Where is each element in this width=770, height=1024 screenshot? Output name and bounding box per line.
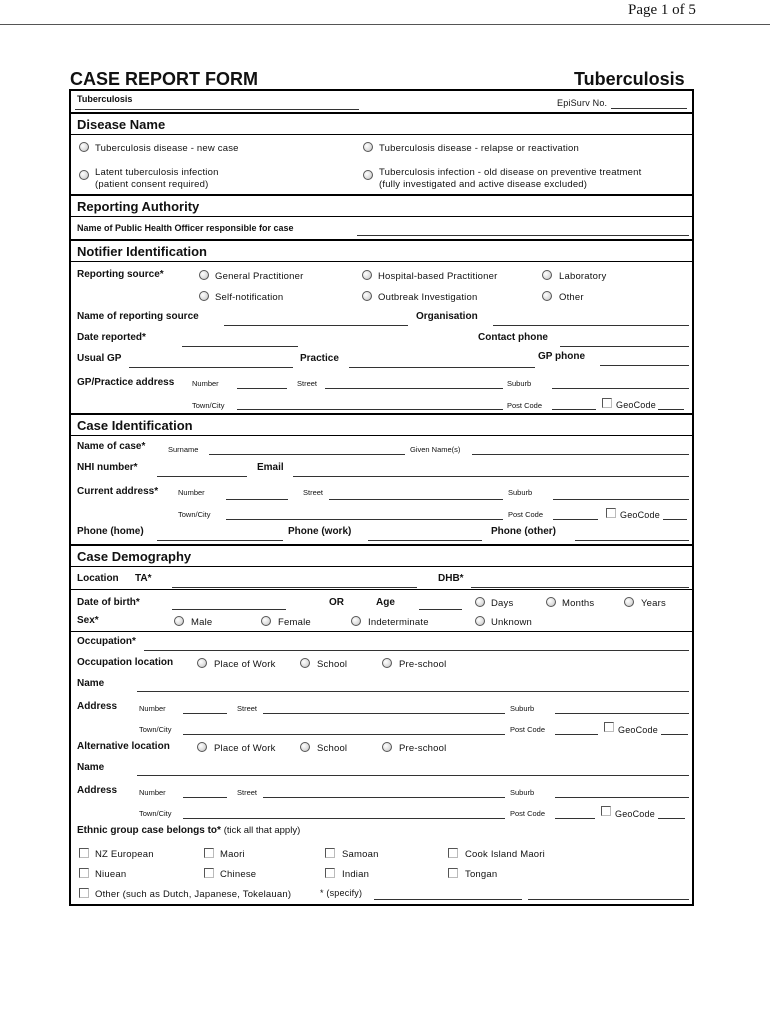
practice-field[interactable] bbox=[349, 367, 535, 368]
latent-tb-label-1: Latent tuberculosis infection bbox=[95, 167, 219, 178]
disease-title: Tuberculosis bbox=[574, 69, 685, 89]
specify-field-1[interactable] bbox=[374, 899, 522, 900]
usual-gp-field[interactable] bbox=[129, 367, 293, 368]
alt-place-of-work-label: Place of Work bbox=[214, 743, 276, 754]
occ-suburb-label: Suburb bbox=[510, 704, 535, 713]
alt-name-label: Name bbox=[77, 762, 105, 773]
other-ethnic-checkbox[interactable] bbox=[79, 888, 89, 898]
occ-pre-school-radio[interactable] bbox=[382, 658, 392, 668]
alt-address-label: Address bbox=[77, 785, 118, 796]
occ-place-of-work-radio[interactable] bbox=[197, 658, 207, 668]
dob-label: Date of birth* bbox=[77, 597, 140, 608]
case-postcode-field[interactable] bbox=[553, 519, 598, 520]
female-radio[interactable] bbox=[261, 616, 271, 626]
case-suburb-field[interactable] bbox=[553, 499, 689, 500]
specify-label: * (specify) bbox=[320, 888, 363, 898]
tb-new-case-label: Tuberculosis disease - new case bbox=[95, 143, 239, 154]
self-notification-label: Self-notification bbox=[215, 292, 284, 303]
age-field[interactable] bbox=[419, 609, 462, 610]
disease-field-line[interactable] bbox=[75, 109, 359, 110]
usual-gp-label: Usual GP bbox=[77, 353, 122, 364]
divider bbox=[71, 261, 692, 262]
cook-island-maori-label: Cook Island Maori bbox=[465, 849, 545, 860]
occupation-label: Occupation* bbox=[77, 636, 136, 647]
case-number-label: Number bbox=[178, 488, 205, 497]
occ-postcode-field[interactable] bbox=[555, 734, 598, 735]
phone-work-label: Phone (work) bbox=[288, 526, 352, 537]
alt-town-label: Town/City bbox=[139, 809, 172, 818]
occ-place-of-work-label: Place of Work bbox=[214, 659, 276, 670]
case-geocode-field[interactable] bbox=[663, 519, 687, 520]
occ-town-field[interactable] bbox=[183, 734, 505, 735]
ethnic-group-label bbox=[77, 825, 300, 836]
months-label: Months bbox=[562, 598, 595, 609]
cook-island-maori-checkbox[interactable] bbox=[448, 848, 458, 858]
samoan-label: Samoan bbox=[342, 849, 379, 860]
gp-suburb-field[interactable] bbox=[552, 388, 689, 389]
ethnic-group-label-text: Ethnic group case belongs to* bbox=[77, 825, 221, 836]
hospital-label: Hospital-based Practitioner bbox=[378, 271, 498, 282]
alt-street-field[interactable] bbox=[263, 797, 505, 798]
ta-field[interactable] bbox=[172, 587, 417, 588]
occ-street-label: Street bbox=[237, 704, 258, 713]
dhb-label: DHB* bbox=[438, 573, 464, 584]
niuean-label: Niuean bbox=[95, 869, 127, 880]
alt-postcode-field[interactable] bbox=[555, 818, 595, 819]
case-street-field[interactable] bbox=[329, 499, 503, 500]
alt-pre-school-label: Pre-school bbox=[399, 743, 447, 754]
divider bbox=[71, 413, 692, 415]
laboratory-label: Laboratory bbox=[559, 271, 607, 282]
divider bbox=[71, 134, 692, 135]
top-rule bbox=[0, 24, 770, 25]
samoan-checkbox[interactable] bbox=[325, 848, 335, 858]
unknown-radio[interactable] bbox=[475, 616, 485, 626]
dhb-field[interactable] bbox=[471, 587, 689, 588]
alt-number-field[interactable] bbox=[183, 797, 227, 798]
practice-label: Practice bbox=[300, 353, 339, 364]
case-town-label: Town/City bbox=[178, 510, 211, 519]
occ-geocode-checkbox[interactable] bbox=[604, 722, 614, 732]
days-label: Days bbox=[491, 598, 514, 609]
male-radio[interactable] bbox=[174, 616, 184, 626]
chinese-checkbox[interactable] bbox=[204, 868, 214, 878]
gp-geocode-field[interactable] bbox=[658, 409, 684, 410]
indeterminate-radio[interactable] bbox=[351, 616, 361, 626]
page-number: Page 1 of 5 bbox=[628, 2, 696, 18]
gp-town-field[interactable] bbox=[237, 409, 503, 410]
gp-radio[interactable] bbox=[199, 270, 209, 280]
case-geocode-checkbox[interactable] bbox=[606, 508, 616, 518]
occ-name-label: Name bbox=[77, 678, 105, 689]
tb-relapse-radio[interactable] bbox=[363, 142, 373, 152]
chinese-label: Chinese bbox=[220, 869, 257, 880]
gp-postcode-field[interactable] bbox=[552, 409, 596, 410]
tb-new-case-radio[interactable] bbox=[79, 142, 89, 152]
given-names-label: Given Name(s) bbox=[410, 445, 461, 454]
occ-number-label: Number bbox=[139, 704, 166, 713]
officer-label: Name of Public Health Officer responsible for case bbox=[77, 223, 294, 233]
reporting-source-name-field[interactable] bbox=[224, 325, 408, 326]
surname-label: Surname bbox=[168, 445, 199, 454]
alt-street-label: Street bbox=[237, 788, 258, 797]
organisation-field[interactable] bbox=[493, 325, 689, 326]
alt-pre-school-radio[interactable] bbox=[382, 742, 392, 752]
unknown-label: Unknown bbox=[491, 617, 533, 628]
days-radio[interactable] bbox=[475, 597, 485, 607]
indian-checkbox[interactable] bbox=[325, 868, 335, 878]
case-street-label: Street bbox=[303, 488, 324, 497]
other-source-radio[interactable] bbox=[542, 291, 552, 301]
divider bbox=[71, 216, 692, 217]
location-label: Location bbox=[77, 573, 119, 584]
gp-phone-field[interactable] bbox=[600, 365, 689, 366]
sex-label: Sex* bbox=[77, 615, 99, 626]
ta-label: TA* bbox=[135, 573, 152, 584]
alt-name-field[interactable] bbox=[137, 775, 689, 776]
contact-phone-field[interactable] bbox=[560, 346, 689, 347]
male-label: Male bbox=[191, 617, 213, 628]
gp-street-field[interactable] bbox=[325, 388, 503, 389]
alt-geocode-field[interactable] bbox=[658, 818, 685, 819]
tb-relapse-label: Tuberculosis disease - relapse or reactivation bbox=[379, 143, 579, 154]
gp-number-field[interactable] bbox=[237, 388, 287, 389]
case-geocode-label: GeoCode bbox=[620, 510, 660, 520]
case-postcode-label: Post Code bbox=[508, 510, 544, 519]
indeterminate-label: Indeterminate bbox=[368, 617, 429, 628]
gp-phone-label: GP phone bbox=[538, 351, 586, 362]
notifier-heading: Notifier Identification bbox=[77, 244, 207, 259]
divider bbox=[71, 544, 692, 546]
years-radio[interactable] bbox=[624, 597, 634, 607]
surname-field[interactable] bbox=[209, 454, 405, 455]
divider bbox=[71, 631, 692, 632]
other-source-label: Other bbox=[559, 292, 584, 303]
ethnic-group-note: (tick all that apply) bbox=[223, 825, 301, 836]
phone-home-field[interactable] bbox=[157, 540, 283, 541]
case-report-form bbox=[69, 89, 694, 906]
latent-tb-radio[interactable] bbox=[79, 170, 89, 180]
gp-geocode-checkbox[interactable] bbox=[602, 398, 612, 408]
occ-street-field[interactable] bbox=[263, 713, 505, 714]
episurv-field[interactable] bbox=[611, 108, 687, 109]
outbreak-label: Outbreak Investigation bbox=[378, 292, 478, 303]
contact-phone-label: Contact phone bbox=[478, 332, 548, 343]
maori-checkbox[interactable] bbox=[204, 848, 214, 858]
alt-town-field[interactable] bbox=[183, 818, 505, 819]
or-label: OR bbox=[329, 597, 344, 608]
alt-suburb-field[interactable] bbox=[555, 797, 689, 798]
gp-label: General Practitioner bbox=[215, 271, 304, 282]
gp-town-label: Town/City bbox=[192, 401, 225, 410]
nhi-field[interactable] bbox=[157, 476, 247, 477]
other-ethnic-label: Other (such as Dutch, Japanese, Tokelauan) bbox=[95, 889, 292, 900]
occ-geocode-field[interactable] bbox=[661, 734, 688, 735]
alt-geocode-checkbox[interactable] bbox=[601, 806, 611, 816]
months-radio[interactable] bbox=[546, 597, 556, 607]
case-town-field[interactable] bbox=[226, 519, 503, 520]
occ-address-label: Address bbox=[77, 701, 118, 712]
occ-number-field[interactable] bbox=[183, 713, 227, 714]
alt-geocode-label: GeoCode bbox=[615, 809, 655, 819]
reporting-source-label: Reporting source* bbox=[77, 269, 164, 280]
reporting-source-name-label: Name of reporting source bbox=[77, 311, 199, 322]
occupation-field[interactable] bbox=[144, 650, 689, 651]
case-identification-heading: Case Identification bbox=[77, 418, 193, 433]
self-notification-radio[interactable] bbox=[199, 291, 209, 301]
alt-suburb-label: Suburb bbox=[510, 788, 535, 797]
dob-field[interactable] bbox=[172, 609, 286, 610]
phone-other-label: Phone (other) bbox=[491, 526, 556, 537]
occ-geocode-label: GeoCode bbox=[618, 725, 658, 735]
years-label: Years bbox=[641, 598, 666, 609]
given-names-field[interactable] bbox=[472, 454, 689, 455]
disease-field-label: Tuberculosis bbox=[77, 94, 133, 104]
niuean-checkbox[interactable] bbox=[79, 868, 89, 878]
occupation-location-label: Occupation location bbox=[77, 657, 174, 668]
alt-school-radio[interactable] bbox=[300, 742, 310, 752]
divider bbox=[71, 435, 692, 436]
phone-home-label: Phone (home) bbox=[77, 526, 144, 537]
occ-school-radio[interactable] bbox=[300, 658, 310, 668]
alt-number-label: Number bbox=[139, 788, 166, 797]
specify-field-2[interactable] bbox=[528, 899, 689, 900]
phone-work-field[interactable] bbox=[368, 540, 482, 541]
divider bbox=[71, 239, 692, 241]
indian-label: Indian bbox=[342, 869, 370, 880]
tongan-checkbox[interactable] bbox=[448, 868, 458, 878]
gp-street-label: Street bbox=[297, 379, 318, 388]
date-reported-label: Date reported* bbox=[77, 332, 146, 343]
nz-european-checkbox[interactable] bbox=[79, 848, 89, 858]
tongan-label: Tongan bbox=[465, 869, 498, 880]
gp-postcode-label: Post Code bbox=[507, 401, 543, 410]
gp-suburb-label: Suburb bbox=[507, 379, 532, 388]
tb-old-disease-label-2: (fully investigated and active disease excluded) bbox=[379, 179, 588, 190]
officer-field[interactable] bbox=[357, 235, 689, 236]
age-label: Age bbox=[376, 597, 395, 608]
date-reported-field[interactable] bbox=[182, 346, 298, 347]
email-label: Email bbox=[257, 462, 284, 473]
case-demography-heading: Case Demography bbox=[77, 549, 192, 564]
nz-european-label: NZ European bbox=[95, 849, 154, 860]
outbreak-radio[interactable] bbox=[362, 291, 372, 301]
disease-name-heading: Disease Name bbox=[77, 117, 166, 132]
alt-place-of-work-radio[interactable] bbox=[197, 742, 207, 752]
divider bbox=[71, 194, 692, 196]
laboratory-radio[interactable] bbox=[542, 270, 552, 280]
tb-old-disease-radio[interactable] bbox=[363, 170, 373, 180]
gp-address-label: GP/Practice address bbox=[77, 377, 175, 388]
occ-name-field[interactable] bbox=[137, 691, 689, 692]
latent-tb-label-2: (patient consent required) bbox=[95, 179, 209, 190]
form-title: CASE REPORT FORM bbox=[70, 69, 259, 89]
occ-town-label: Town/City bbox=[139, 725, 172, 734]
case-name-label: Name of case* bbox=[77, 441, 146, 452]
occ-suburb-field[interactable] bbox=[555, 713, 689, 714]
case-number-field[interactable] bbox=[226, 499, 288, 500]
phone-other-field[interactable] bbox=[575, 540, 689, 541]
divider bbox=[71, 589, 692, 590]
reporting-authority-heading: Reporting Authority bbox=[77, 199, 200, 214]
hospital-radio[interactable] bbox=[362, 270, 372, 280]
alt-postcode-label: Post Code bbox=[510, 809, 546, 818]
occ-postcode-label: Post Code bbox=[510, 725, 546, 734]
email-field[interactable] bbox=[293, 476, 689, 477]
gp-number-label: Number bbox=[192, 379, 219, 388]
case-suburb-label: Suburb bbox=[508, 488, 533, 497]
divider bbox=[71, 112, 692, 114]
alt-school-label: School bbox=[317, 743, 348, 754]
gp-geocode-label: GeoCode bbox=[616, 400, 656, 410]
female-label: Female bbox=[278, 617, 311, 628]
occ-pre-school-label: Pre-school bbox=[399, 659, 447, 670]
nhi-label: NHI number* bbox=[77, 462, 138, 473]
alt-location-label: Alternative location bbox=[77, 741, 170, 752]
episurv-label: EpiSurv No. bbox=[557, 98, 608, 108]
occ-school-label: School bbox=[317, 659, 348, 670]
divider bbox=[71, 566, 692, 567]
maori-label: Maori bbox=[220, 849, 245, 860]
current-address-label: Current address* bbox=[77, 486, 159, 497]
organisation-label: Organisation bbox=[416, 311, 478, 322]
tb-old-disease-label-1: Tuberculosis infection - old disease on preventive treatment bbox=[379, 167, 642, 178]
